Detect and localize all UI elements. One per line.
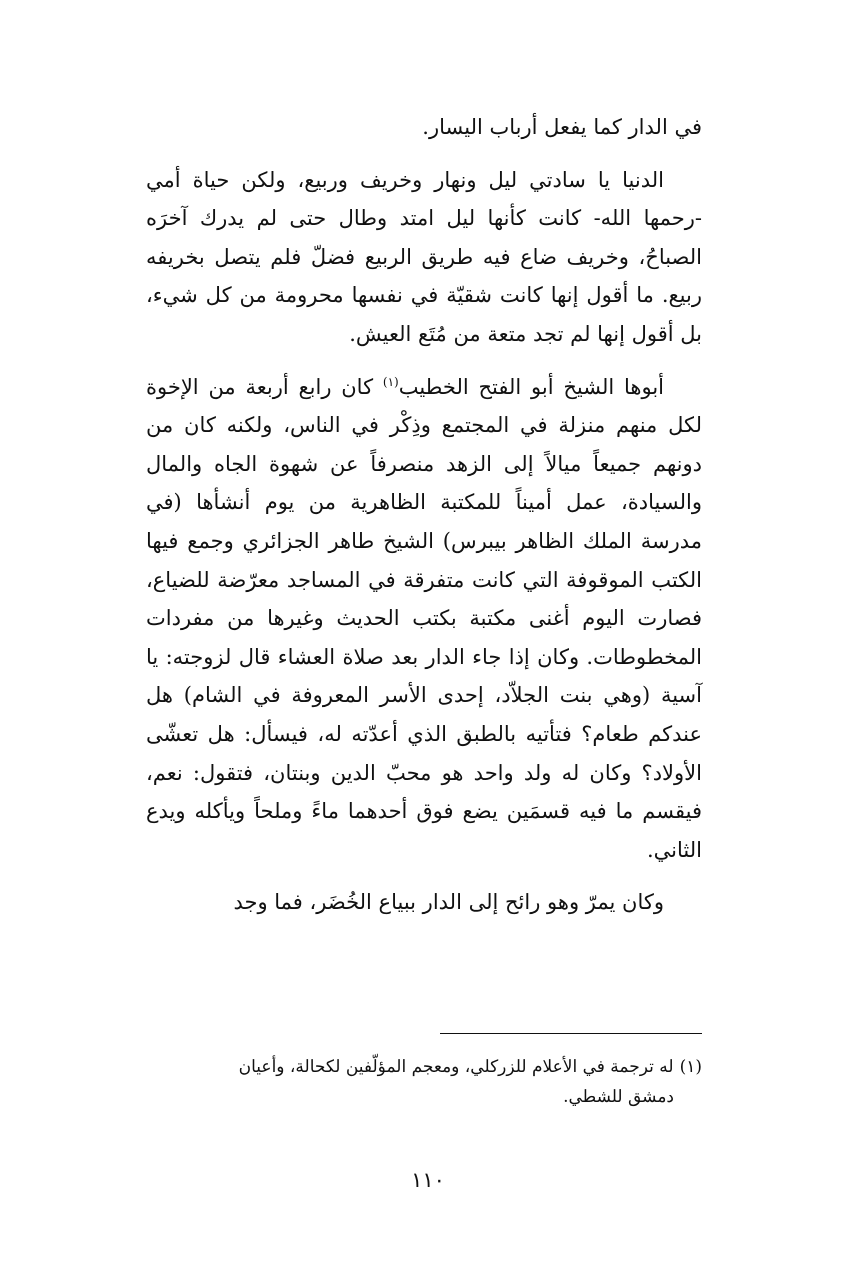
paragraph-2: الدنيا يا سادتي ليل ونهار وخريف وربيع، ولكن حياة أمي -رحمها الله- كانت كأنها ليل امتد وطال حتى لم يدرك آخرَه الصباحُ، وخريف ضاع فيه طريق الربيع فضلّ فلم يتصل بخريفه ربيع. ما أقول إنها كانت شقيّة في نفسها محرومة من كل شيء، بل أقول إنها لم تجد متعة من مُتَع العيش. [146, 167, 702, 346]
footnote [146, 1052, 702, 1112]
footnote-reference: (١) [382, 374, 399, 389]
page-body [146, 108, 702, 922]
footnote-marker: (١) [679, 1057, 702, 1077]
footnote-separator [440, 1033, 702, 1034]
paragraph-4: وكان يمرّ وهو رائح إلى الدار ببياع الخُضَر، فما وجد [233, 890, 664, 915]
paragraph-3 [146, 368, 702, 870]
paragraph-1: في الدار كما يفعل أرباب اليسار. [422, 115, 702, 139]
footnote-line-1 [146, 1052, 702, 1082]
footnote-text-1: له ترجمة في الأعلام للزركلي، ومعجم المؤلّفين لكحالة، وأعيان [238, 1057, 674, 1077]
paragraph-3-start: أبوها الشيخ أبو الفتح الخطيب [398, 374, 665, 399]
page-number: ١١٠ [411, 1168, 445, 1192]
footnote-line-2: دمشق للشطي. [563, 1087, 674, 1107]
paragraph-3-rest: كان رابع أربعة من الإخوة لكل منهم منزلة في المجتمع وذِكْر في الناس، ولكنه كان من دونهم جميعاً ميالاً إلى الزهد منصرفاً عن شهوة الجاه والمال والسيادة، عمل أميناً للمكتبة الظاهرية من يوم أنشأها (في مدرسة الملك الظاهر بيبرس) الشيخ طاهر الجزائري وجمع فيها الكتب الموقوفة التي كانت متفرقة في المساجد معرّضة للضياع، فصارت اليوم أغنى مكتبة بكتب الحديث وغيرها من مفردات المخطوطات. وكان إذا جاء الدار بعد صلاة العشاء قال لزوجته: يا آسية (وهي بنت الجلاّد، إحدى الأسر المعروفة في الشام) هل عندكم طعام؟ فتأتيه بالطبق الذي أعدّته له، فيسأل: هل تعشّى الأولاد؟ وكان له ولد واحد هو محبّ الدين وبنتان، فتقول: نعم، فيقسم ما فيه قسمَين يضع فوق أحدهما ماءً وملحاً ويأكله ويدع الثاني. [146, 374, 702, 862]
